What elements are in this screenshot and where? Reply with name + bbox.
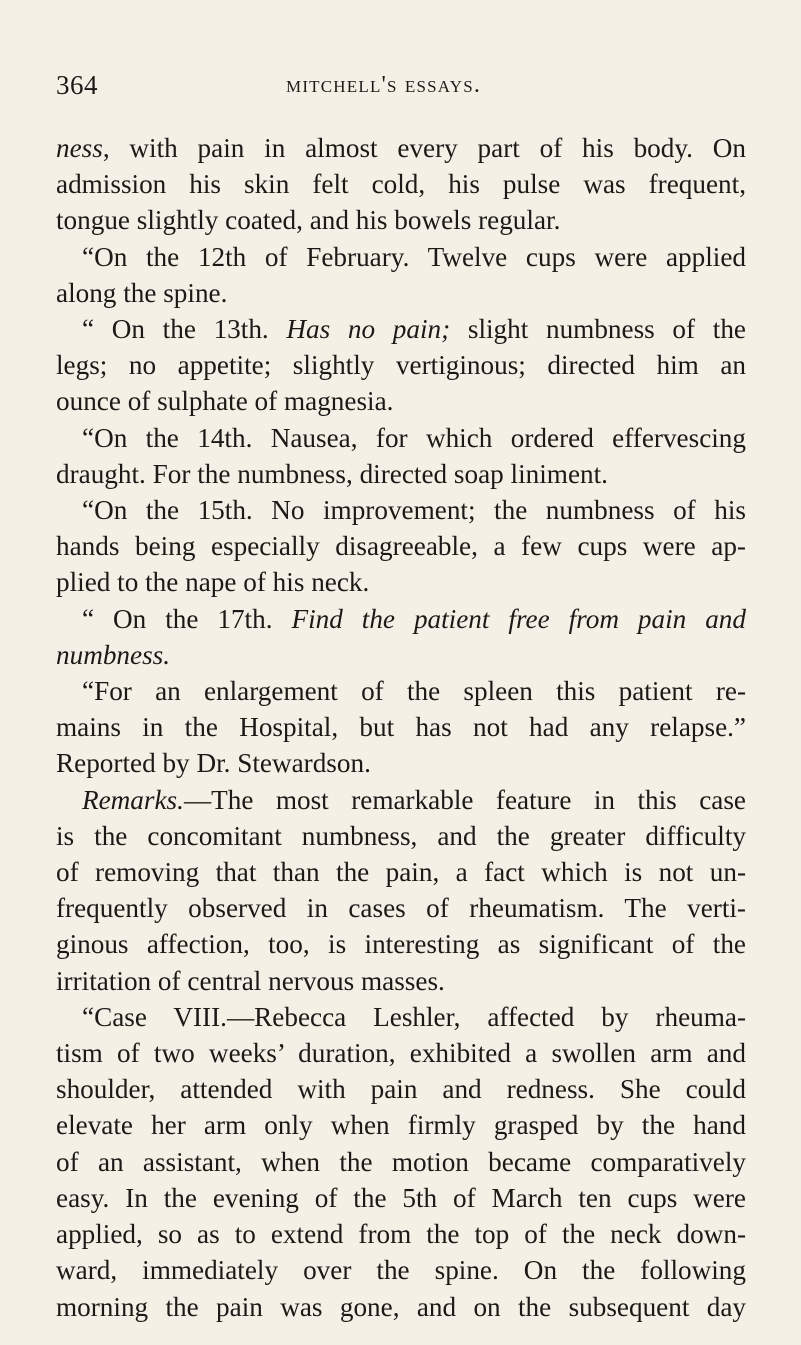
italic-text: ness bbox=[56, 133, 103, 163]
text-run: “On the 12th of February. Twelve cups were applied bbox=[82, 241, 746, 272]
text-line bbox=[56, 456, 746, 492]
italic-text: Has no pain; bbox=[286, 314, 451, 345]
text-run: tism of two weeks’ duration, exhibited a swollen arm and bbox=[56, 1038, 746, 1069]
text-run: ward, immediately over the spine. On the following bbox=[56, 1255, 746, 1286]
text-line bbox=[56, 347, 746, 383]
text-run: of an assistant, when the motion became comparatively bbox=[56, 1146, 746, 1177]
text-run: mains in the Hospital, but has not had any relapse.” bbox=[56, 712, 746, 743]
text-run: irritation of central nervous masses. bbox=[56, 965, 445, 996]
text-line bbox=[56, 963, 746, 999]
text-run: ginous affection, too, is interesting as significant of the bbox=[56, 929, 746, 960]
text-line bbox=[56, 745, 746, 781]
text-run: —The most remarkable feature in this case bbox=[183, 784, 746, 815]
text-run: morning the pain was gone, and on the subsequent day bbox=[56, 1291, 746, 1322]
text-run: hands being especially disagreeable, a few cups were ap- bbox=[56, 531, 746, 562]
text-run: frequently observed in cases of rheumatism. The verti- bbox=[56, 893, 746, 924]
text-line bbox=[56, 528, 746, 564]
text-run: , with pain in almost every part of his body. On bbox=[102, 133, 746, 163]
text-line bbox=[56, 854, 746, 890]
text-line bbox=[56, 239, 746, 275]
italic-text: numbness. bbox=[56, 639, 171, 670]
text-run: plied to the nape of his neck. bbox=[56, 567, 370, 598]
page-number: 364 bbox=[56, 70, 98, 100]
text-run: legs; no appetite; slightly vertiginous; directed him an bbox=[56, 350, 746, 381]
text-line bbox=[56, 926, 746, 962]
text-line bbox=[56, 1289, 746, 1325]
body-text bbox=[56, 130, 746, 1325]
text-run: tongue slightly coated, and his bowels regular. bbox=[56, 205, 561, 236]
text-line bbox=[56, 1107, 746, 1143]
text-line bbox=[56, 202, 746, 238]
italic-text: Find the patient free from pain and bbox=[291, 603, 746, 634]
text-line bbox=[56, 637, 746, 673]
text-run: shoulder, attended with pain and redness. She could bbox=[56, 1074, 746, 1105]
text-run: draught. For the numbness, directed soap liniment. bbox=[56, 458, 608, 489]
text-run: “On the 14th. Nausea, for which ordered effervescing bbox=[82, 422, 746, 453]
text-run: of removing that than the pain, a fact which is not un- bbox=[56, 857, 746, 888]
text-line bbox=[56, 564, 746, 600]
text-run: “For an enlargement of the spleen this patient re- bbox=[82, 676, 746, 707]
text-run: along the spine. bbox=[56, 277, 228, 308]
text-line bbox=[56, 130, 746, 166]
text-line bbox=[56, 1216, 746, 1252]
text-line bbox=[56, 1071, 746, 1107]
text-line bbox=[56, 709, 746, 745]
text-line bbox=[56, 890, 746, 926]
text-run: “On the 15th. No improvement; the numbness of his bbox=[82, 495, 746, 526]
text-line bbox=[56, 782, 746, 818]
text-line bbox=[56, 673, 746, 709]
text-run: applied, so as to extend from the top of the neck down- bbox=[56, 1219, 746, 1250]
text-line bbox=[56, 818, 746, 854]
text-line bbox=[56, 311, 746, 347]
text-run: ounce of sulphate of magnesia. bbox=[56, 386, 394, 417]
text-run: is the concomitant numbness, and the greater difficulty bbox=[56, 820, 746, 851]
text-run: “ On the 13th. bbox=[82, 314, 287, 345]
text-run: elevate her arm only when firmly grasped by the hand bbox=[56, 1110, 746, 1141]
text-run: Reported by Dr. Stewardson. bbox=[56, 748, 371, 779]
text-line bbox=[56, 492, 746, 528]
text-line bbox=[56, 601, 746, 637]
text-line bbox=[56, 275, 746, 311]
text-line bbox=[56, 420, 746, 456]
text-line bbox=[56, 1144, 746, 1180]
text-run: “ On the 17th. bbox=[82, 603, 292, 634]
italic-text: Remarks. bbox=[82, 784, 184, 815]
text-run: slight numbness of the bbox=[450, 314, 746, 345]
text-run: admission his skin felt cold, his pulse was frequent, bbox=[56, 169, 746, 200]
text-line bbox=[56, 166, 746, 202]
text-line bbox=[56, 1035, 746, 1071]
text-line bbox=[56, 1252, 746, 1288]
running-title: mitchell's essays. bbox=[286, 72, 482, 98]
text-line bbox=[56, 1180, 746, 1216]
running-head bbox=[56, 70, 746, 110]
text-run: “Case VIII.—Rebecca Leshler, affected by rheuma- bbox=[82, 1001, 746, 1032]
text-run: easy. In the evening of the 5th of March ten cups were bbox=[56, 1182, 746, 1213]
text-line bbox=[56, 999, 746, 1035]
text-line bbox=[56, 383, 746, 419]
